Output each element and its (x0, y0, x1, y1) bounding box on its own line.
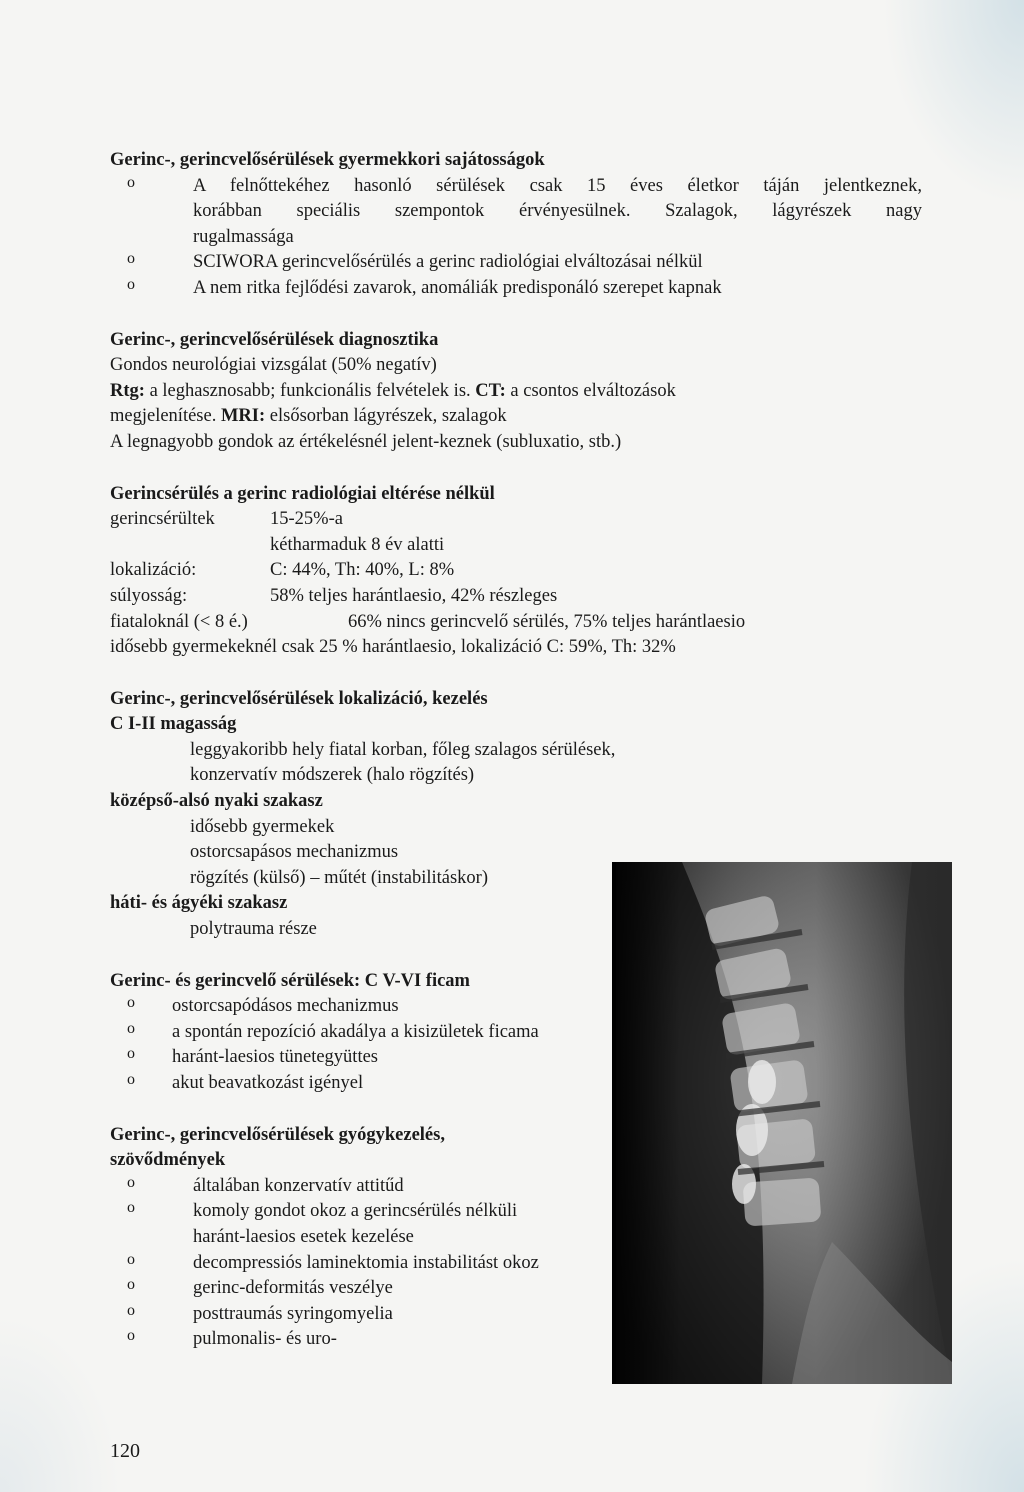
bullet-marker: o (127, 1199, 135, 1217)
mri-label: MRI: (220, 406, 266, 427)
list-item-text: ostorcsapódásos mechanizmus (172, 996, 399, 1017)
stat-row: idősebb gyermekeknél csak 25 % harántlaesio, lokalizáció C: 59%, Th: 32% (110, 637, 676, 658)
subheading: C I-II magasság (110, 714, 237, 735)
rtg-text: a leghasznosabb; funkcionális felvételek is. (144, 380, 476, 401)
section-title-treatment-cont: szövődmények (110, 1150, 226, 1171)
list-item-text: általában konzervatív attitűd (193, 1175, 404, 1196)
bullet-marker: o (127, 275, 135, 293)
ct-label: CT: (475, 380, 506, 401)
stat-row (110, 610, 922, 636)
list-item-text: komoly gondot okoz a gerincsérülés nélküli (193, 1201, 518, 1222)
stat-key: lokalizáció: (110, 560, 197, 581)
bullet-marker: o (127, 173, 135, 191)
stat-key: fiataloknál (< 8 é.) (110, 611, 248, 632)
indented-line: konzervatív módszerek (halo rögzítés) (190, 765, 475, 786)
rtg-label: Rtg: (110, 380, 145, 401)
bullet-marker: o (127, 250, 135, 268)
indented-line: idősebb gyermekek (190, 816, 335, 837)
list-item-text: SCIWORA gerincvelősérülés a gerinc radiológiai elváltozásai nélkül (193, 252, 703, 273)
list-item-text: haránt-laesios tünetegyüttes (172, 1047, 379, 1068)
list-item-text: A felnőttekéhez hasonló sérülések csak 15 éves életkor táján jelentkeznek, (193, 175, 922, 196)
paragraph-line: A legnagyobb gondok az értékelésnél jelent-keznek (subluxatio, stb.) (110, 431, 622, 452)
stat-value: C: 44%, Th: 40%, L: 8% (270, 560, 455, 581)
list-item-text: gerinc-deformitás veszélye (193, 1278, 393, 1299)
bullet-marker: o (127, 1071, 135, 1088)
bullet-marker: o (127, 1301, 135, 1319)
indented-line: ostorcsapásos mechanizmus (190, 842, 399, 863)
list-item-text: korábban speciális szempontok érvényesülnek. Szalagok, lágyrészek nagy (193, 201, 922, 222)
paragraph-line (110, 404, 922, 430)
line-text: megjelenítése. (110, 406, 221, 427)
bullet-marker: o (127, 1276, 135, 1294)
list-item (110, 250, 922, 276)
bullet-marker: o (127, 1173, 135, 1191)
section-title-localization: Gerinc-, gerincvelősérülések lokalizáció, kezelés (110, 688, 488, 709)
bullet-marker: o (127, 1327, 135, 1345)
ct-text: a csontos elváltozások (505, 380, 676, 401)
stat-key (110, 533, 270, 559)
indented-line: rögzítés (külső) – műtét (instabilitáskor) (190, 867, 488, 888)
paragraph-line (110, 379, 922, 405)
list-item-text: posttraumás syringomyelia (193, 1303, 393, 1324)
bullet-marker: o (127, 1250, 135, 1268)
section-title-treatment: Gerinc-, gerincvelősérülések gyógykezelés, (110, 1124, 445, 1145)
paragraph-line: Gondos neurológiai vizsgálat (50% negatív) (110, 355, 437, 376)
list-item-text: pulmonalis- és uro- (193, 1329, 337, 1350)
bullet-marker: o (127, 1019, 135, 1037)
list-item-text: rugalmassága (193, 226, 294, 247)
list-item-text: A nem ritka fejlődési zavarok, anomáliák predisponáló szerepet kapnak (193, 277, 722, 298)
section-title-sciwora: Gerincsérülés a gerinc radiológiai eltérése nélkül (110, 483, 495, 504)
subheading: középső-alsó nyaki szakasz (110, 791, 323, 812)
stat-value: 66% nincs gerincvelő sérülés, 75% teljes harántlaesio (348, 611, 746, 632)
stat-row (110, 507, 922, 533)
xray-image (612, 862, 952, 1384)
stat-row (110, 533, 922, 559)
list-item-text: akut beavatkozást igényel (172, 1073, 364, 1093)
section-title-childhood: Gerinc-, gerincvelősérülések gyermekkori sajátosságok (110, 150, 545, 170)
section-title-cv-vi: Gerinc- és gerincvelő sérülések: C V-VI ficam (110, 970, 470, 991)
mri-text: elsősorban lágyrészek, szalagok (265, 406, 507, 427)
xray-drawing (612, 862, 952, 1384)
stat-value: 15-25%-a (270, 509, 343, 530)
page-number: 120 (110, 1440, 140, 1462)
stat-key: súlyosság: (110, 585, 188, 606)
stat-row (110, 558, 922, 584)
stat-value: kétharmaduk 8 év alatti (270, 534, 445, 555)
stat-row (110, 584, 922, 610)
list-item (110, 276, 922, 302)
subheading: háti- és ágyéki szakasz (110, 893, 288, 914)
list-item (110, 174, 922, 251)
list-item-text: haránt-laesios esetek kezelése (193, 1226, 414, 1247)
bullet-marker: o (127, 1045, 135, 1063)
list-item-text: decompressiós laminektomia instabilitást okoz (193, 1252, 539, 1273)
indented-line: leggyakoribb hely fiatal korban, főleg szalagos sérülések, (190, 739, 616, 760)
section-title-diagnostics: Gerinc-, gerincvelősérülések diagnosztika (110, 329, 439, 350)
indented-line: polytrauma része (190, 919, 317, 940)
stat-value: 58% teljes harántlaesio, 42% részleges (270, 585, 558, 606)
stat-key: gerincsérültek (110, 509, 215, 530)
bullet-marker: o (127, 994, 135, 1012)
list-item-text: a spontán repozíció akadálya a kisizületek ficama (172, 1021, 539, 1042)
